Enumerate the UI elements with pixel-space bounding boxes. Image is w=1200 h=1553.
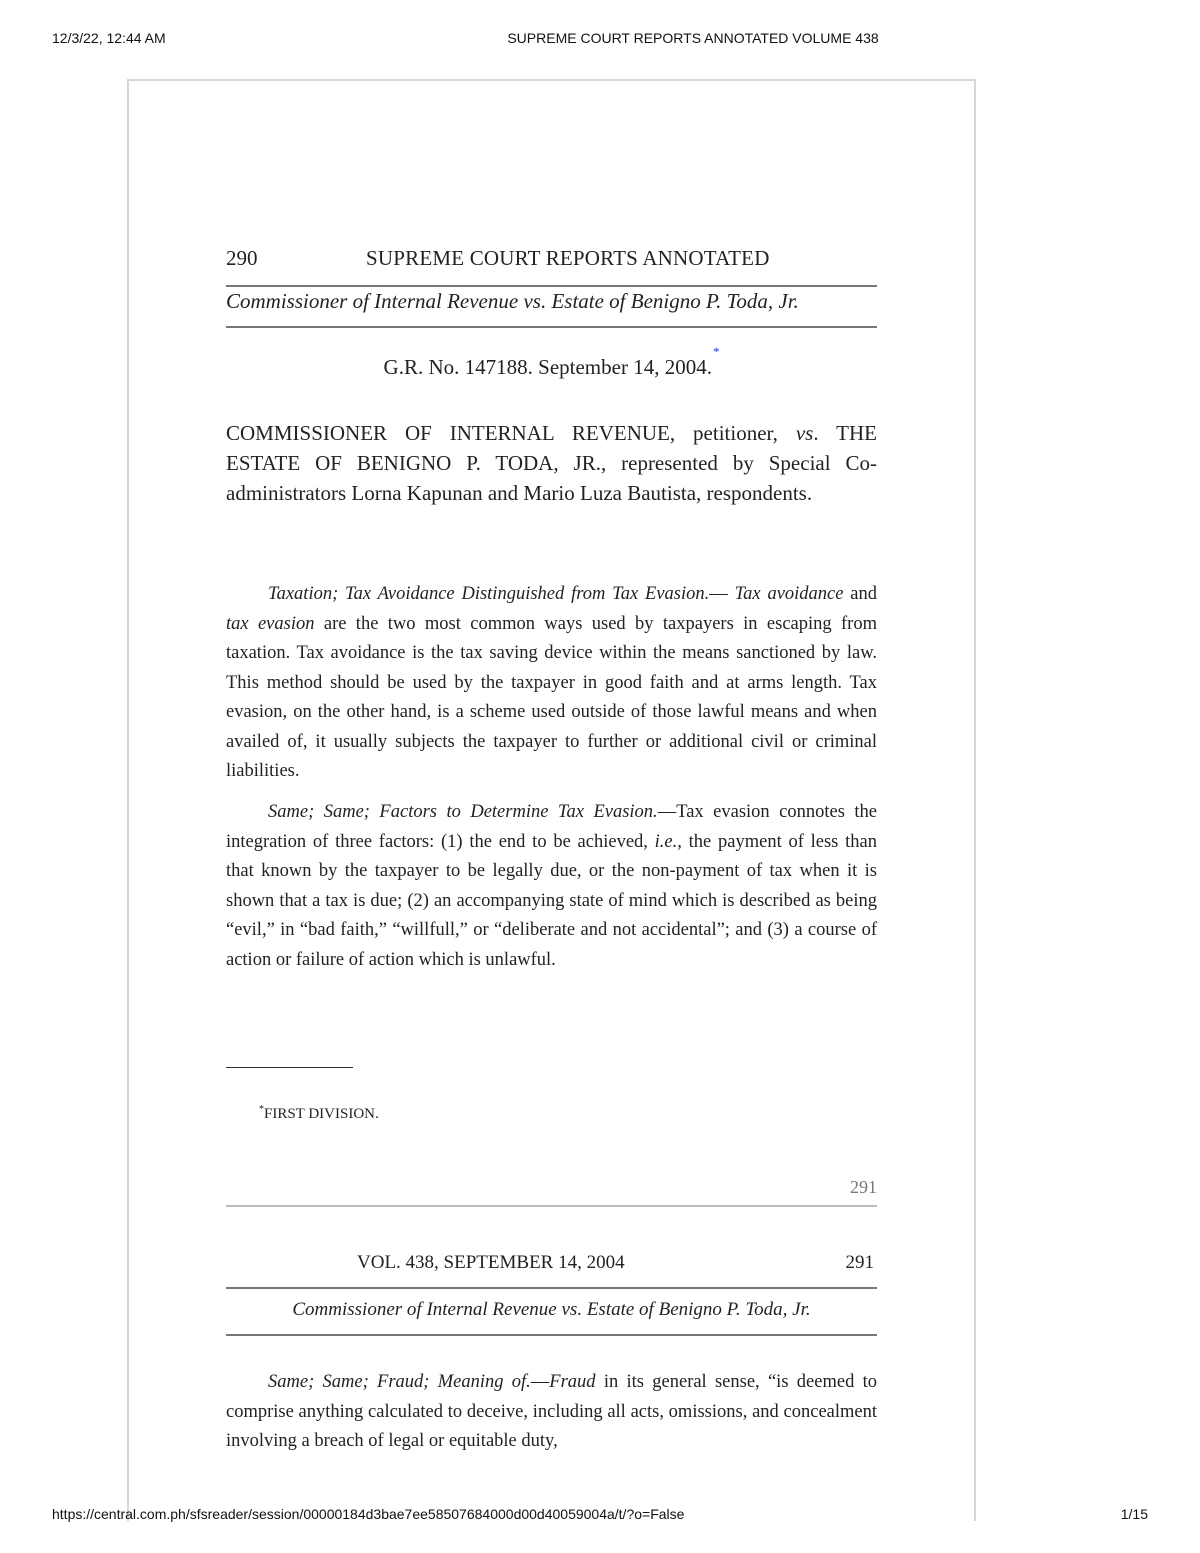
footnote-link[interactable]: *: [712, 344, 720, 359]
syllabus-body: —Tax evasion connotes the integration of three factors: (1) the end to be achieved,: [226, 802, 877, 852]
syllabus-body: in its general sense, “is deemed to comprise anything calculated to deceive, including all acts, omissions, and concealment involving a breach of legal or equitable duty,: [226, 1372, 877, 1451]
syllabus-heading: Taxation; Tax Avoidance Distinguished from Tax Evasion.: [268, 584, 710, 604]
respondent-text: . THE ESTATE OF BENIGNO P. TODA, JR., represented by Special Co-administrators Lorna Kapunan and Mario Luza Bautista, respondents.: [226, 421, 877, 505]
syllabus-body: are the two most common ways used by taxpayers in escaping from taxation. Tax avoidance is the tax saving device within the means sanctioned by law. This method should be used by the taxpayer in good faith and at arms length. Tax evasion, on the other hand, is a scheme used outside of those lawful means and when availed of, it usually subjects the taxpayer to further or additional civil or criminal liabilities.: [226, 613, 877, 781]
footnote-rule: [226, 1067, 353, 1068]
conj: and: [843, 584, 878, 604]
reporter-title: SUPREME COURT REPORTS ANNOTATED: [366, 246, 770, 270]
case-title: Commissioner of Internal Revenue vs. Estate of Benigno P. Toda, Jr.: [226, 289, 799, 313]
header-rule: [226, 1287, 877, 1289]
header-rule: [226, 285, 877, 287]
syllabus-paragraph: [226, 580, 877, 787]
petitioner-text: COMMISSIONER OF INTERNAL REVENUE, petitioner,: [226, 421, 796, 445]
volume-title: VOL. 438, SEPTEMBER 14, 2004: [357, 1252, 625, 1273]
page-number: 291: [845, 1252, 874, 1273]
header-rule: [226, 1334, 877, 1336]
footnote-mark: *: [259, 1104, 264, 1115]
running-head: [226, 1252, 877, 1280]
syllabus-heading: Same; Same; Factors to Determine Tax Evasion.: [268, 802, 658, 822]
print-datetime: 12/3/22, 12:44 AM: [52, 30, 166, 46]
print-url: https://central.com.ph/sfsreader/session/00000184d3bae7ee58507684000d00d40059004a/t/?o=False: [52, 1506, 685, 1522]
print-title: SUPREME COURT REPORTS ANNOTATED VOLUME 438: [507, 30, 879, 46]
term: tax evasion: [226, 613, 315, 634]
page-number: 290: [226, 246, 258, 270]
dash: —: [709, 584, 735, 604]
syllabus-body: the payment of less than that known by the taxpayer to be legally due, or the non-payment of tax when it is shown that a tax is due; (2) an accompanying state of mind which is described as being “evil,” in “bad faith,” “willfull,” or “deliberate and not accidental”; and (3) a course of action or failure of action which is unlawful.: [226, 831, 877, 970]
parties: [226, 418, 877, 508]
next-page-marker: 291: [850, 1177, 877, 1197]
gr-text: G.R. No. 147188. September 14, 2004.: [383, 355, 712, 379]
term: Tax avoidance: [734, 584, 844, 604]
header-rule: [226, 326, 877, 328]
footnote-text: FIRST DIVISION.: [264, 1106, 379, 1122]
syllabus-paragraph: [226, 798, 877, 975]
running-head: [226, 246, 877, 276]
term: i.e.,: [654, 831, 682, 852]
gr-number-line: [226, 344, 877, 380]
print-page-count: 1/15: [1120, 1506, 1148, 1522]
term: Fraud: [549, 1372, 596, 1392]
footnote: [259, 1104, 379, 1123]
syllabus-paragraph: [226, 1368, 877, 1457]
syllabus-heading: Same; Same; Fraud; Meaning of.: [268, 1372, 531, 1392]
dash: —: [530, 1372, 550, 1392]
versus: vs: [795, 421, 814, 445]
case-title: Commissioner of Internal Revenue vs. Estate of Benigno P. Toda, Jr.: [292, 1299, 811, 1320]
page-break-rule: [226, 1205, 877, 1207]
